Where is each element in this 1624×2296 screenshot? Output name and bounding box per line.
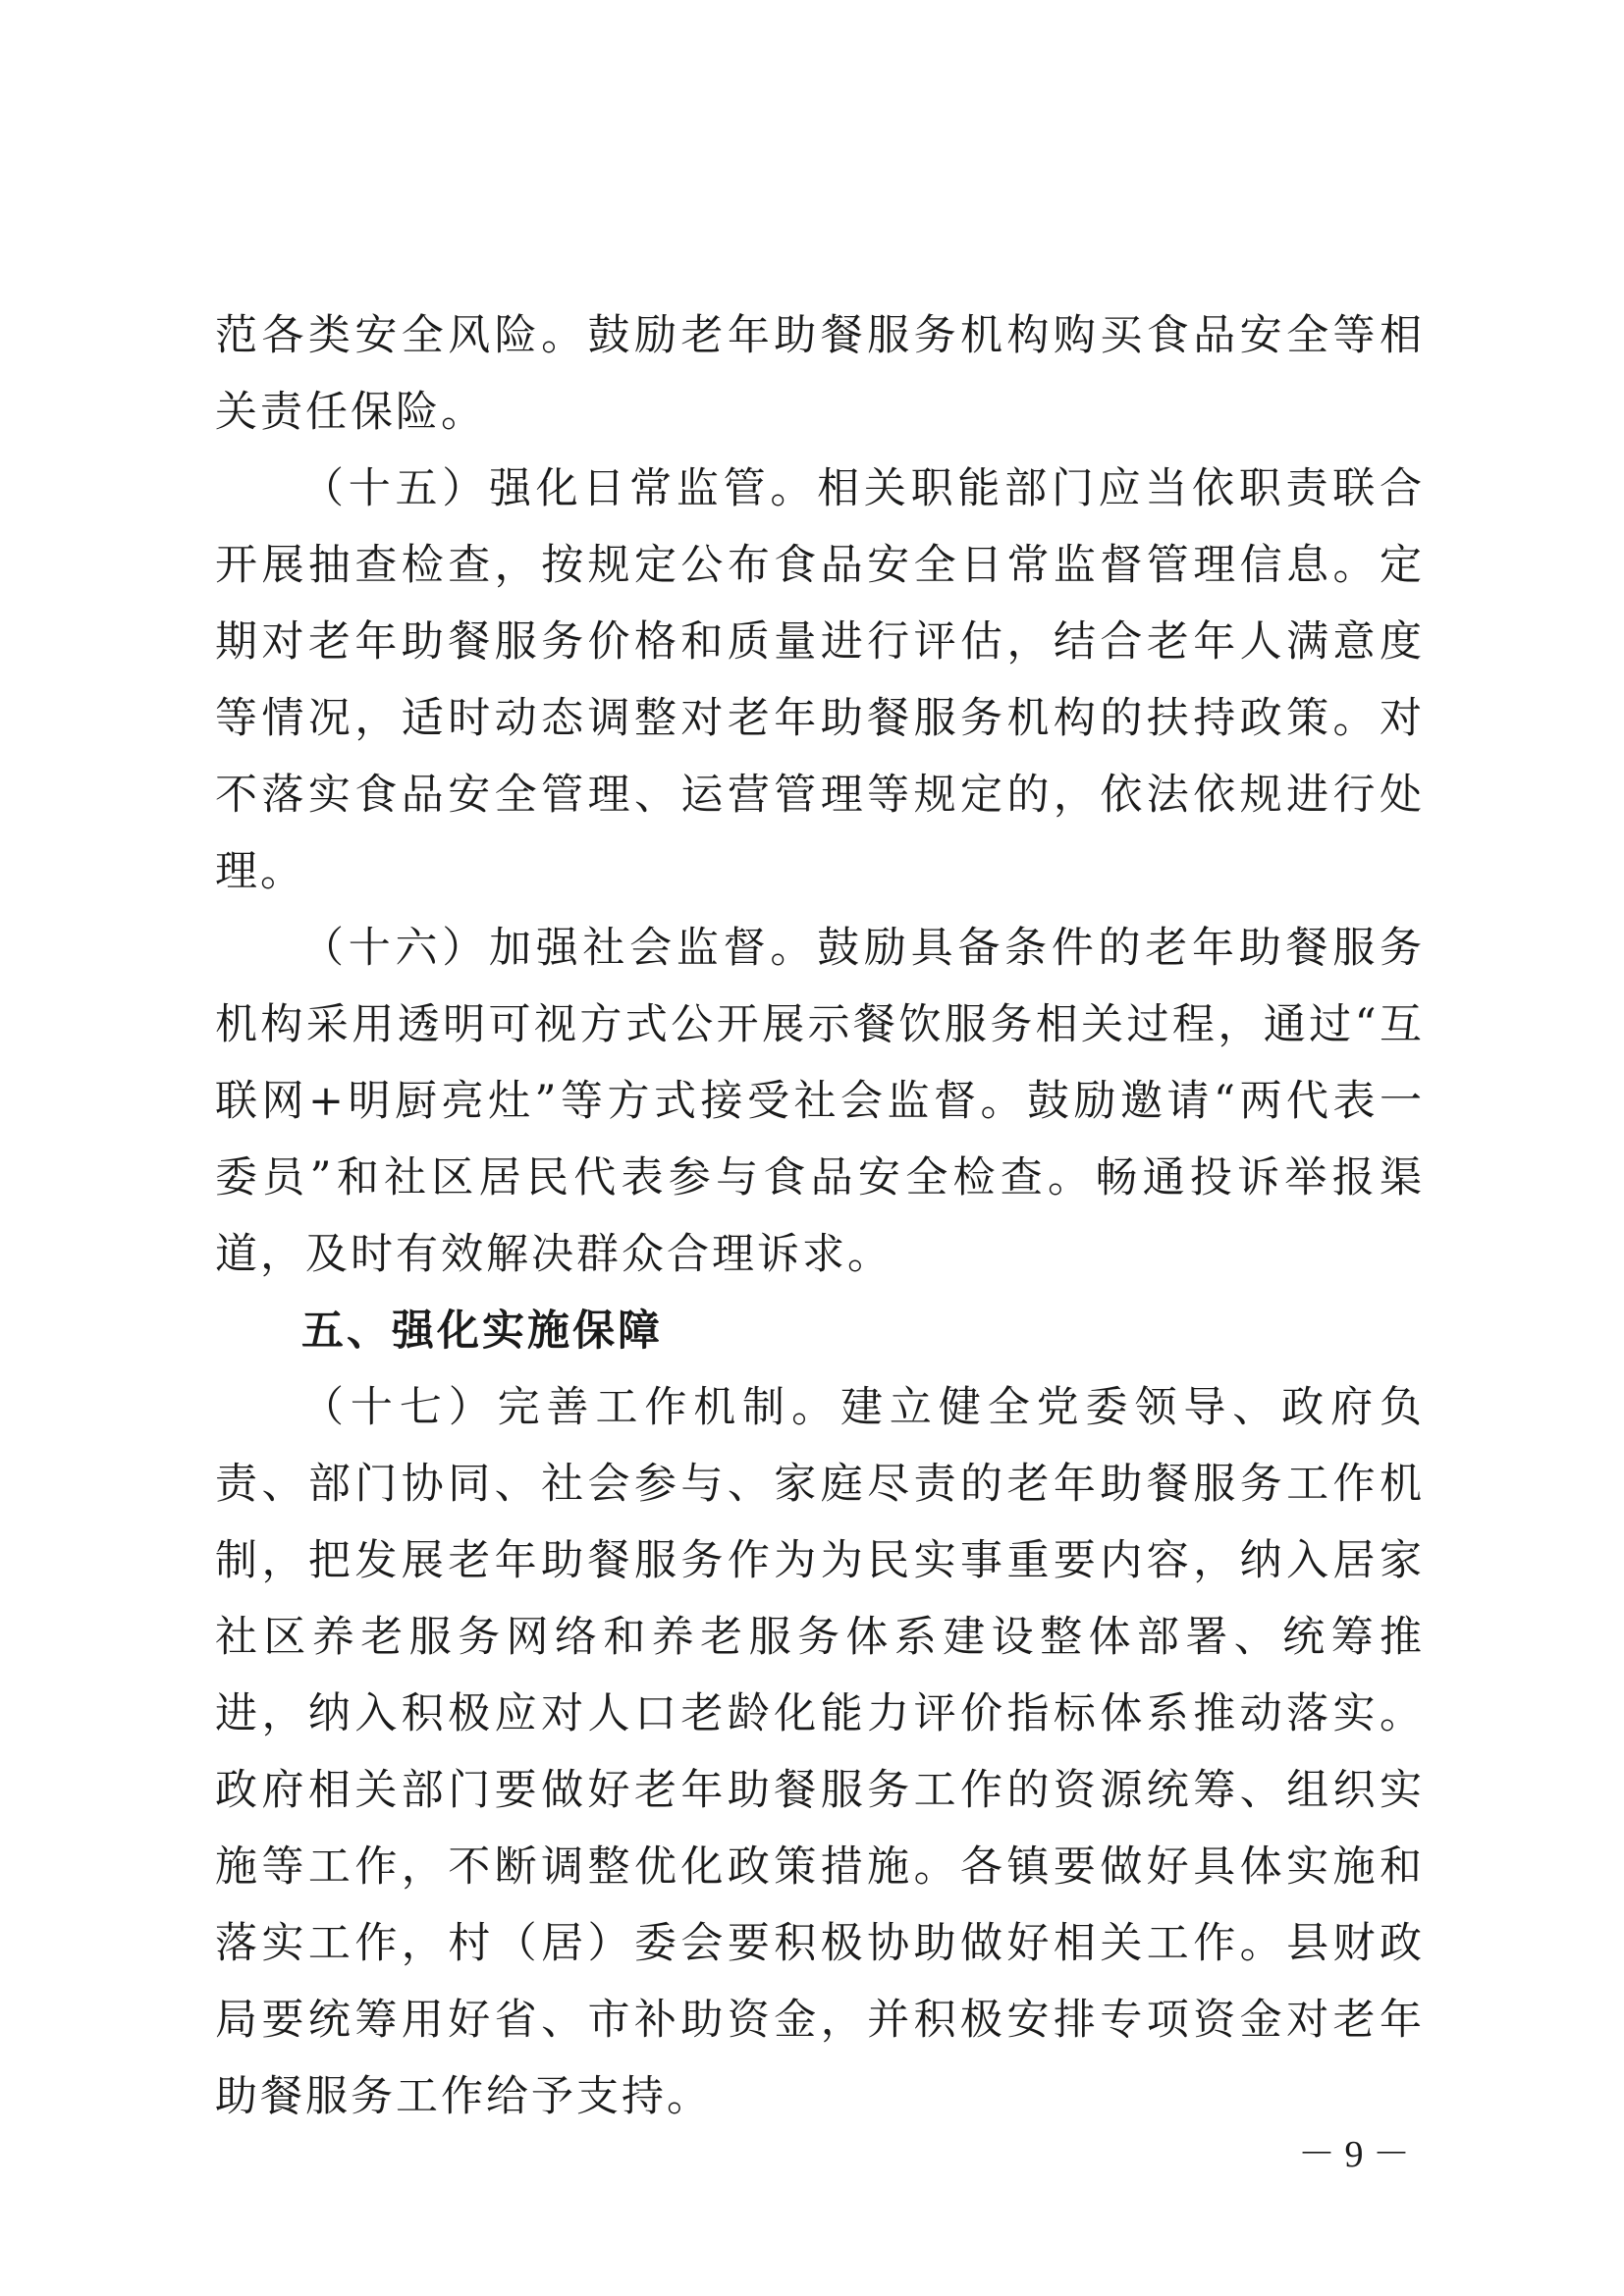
paragraph-continued: 范各类安全风险。鼓励老年助餐服务机构购买食品安全等相关责任保险。 [215, 311, 1425, 437]
document-body [215, 297, 1425, 2135]
paragraph-item-17: （十七）完善工作机制。建立健全党委领导、政府负责、部门协同、社会参与、家庭尽责的老年助餐服务工作机制，把发展老年助餐服务作为为民实事重要内容，纳入居家社区养老服务网络和养老服务体系建设整体部署、统筹推进，纳入积极应对人口老龄化能力评价指标体系推动落实。政府相关部门要做好老年助餐服务工作的资源统筹、组织实施等工作，不断调整优化政策措施。各镇要做好具体实施和落实工作，村（居）委会要积极协助做好相关工作。县财政局要统筹用好省、市补助资金，并积极安排专项资金对老年助餐服务工作给予支持。 [215, 1383, 1425, 2121]
section-heading: 五、强化实施保障 [301, 1307, 663, 1356]
paragraph-item-16: （十六）加强社会监督。鼓励具备条件的老年助餐服务机构采用透明可视方式公开展示餐饮服务相关过程，通过“互联网+明厨亮灶”等方式接受社会监督。鼓励邀请“两代表一委员”和社区居民代表参与食品安全检查。畅通投诉举报渠道，及时有效解决群众合理诉求。 [215, 924, 1425, 1279]
paragraph-item-15: （十五）强化日常监管。相关职能部门应当依职责联合开展抽查检查，按规定公布食品安全日常监督管理信息。定期对老年助餐服务价格和质量进行评估，结合老年人满意度等情况，适时动态调整对老年助餐服务机构的扶持政策。对不落实食品安全管理、运营管理等规定的，依法依规进行处理。 [215, 464, 1425, 896]
page-number: － 9 － [1297, 2134, 1410, 2175]
